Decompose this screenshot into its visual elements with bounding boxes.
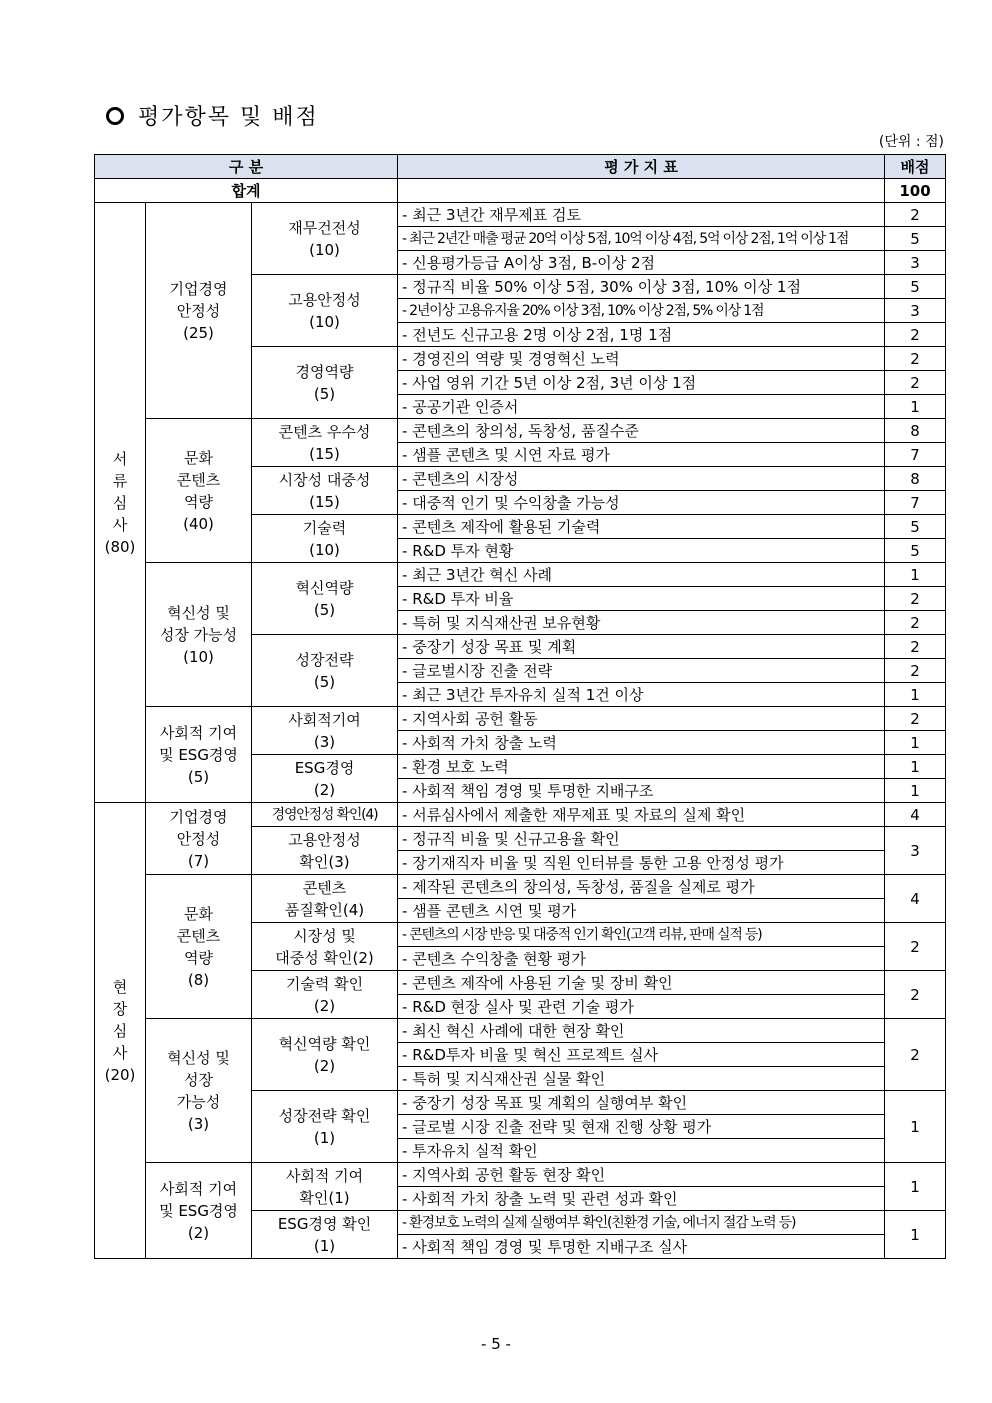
table-row xyxy=(95,803,946,827)
score-cell: 1 xyxy=(885,1211,946,1259)
indicator-cell: - 콘텐츠의 시장성 xyxy=(398,467,885,491)
score-cell: 2 xyxy=(885,587,946,611)
score-cell: 2 xyxy=(885,971,946,1019)
indicator-cell: - 샘플 콘텐츠 및 시연 자료 평가 xyxy=(398,443,885,467)
unit-note: (단위 : 점) xyxy=(878,134,944,150)
indicator-cell: - 콘텐츠 수익창출 현황 평가 xyxy=(398,947,885,971)
score-cell: 8 xyxy=(885,419,946,443)
indicator-cell: - 서류심사에서 제출한 재무제표 및 자료의 실제 확인 xyxy=(398,803,885,827)
score-cell: 1 xyxy=(885,563,946,587)
indicator-cell: - 최근 3년간 혁신 사례 xyxy=(398,563,885,587)
indicator-cell: - 최근 3년간 재무제표 검토 xyxy=(398,203,885,227)
circle-bullet-icon xyxy=(106,107,124,125)
score-cell: 1 xyxy=(885,1091,946,1163)
indicator-cell: - 장기재직자 비율 및 직원 인터뷰를 통한 고용 안정성 평가 xyxy=(398,851,885,875)
site-review-section: 현 장 심 사 (20) xyxy=(95,803,146,1259)
indicator-cell: - 2년이상 고용유지율 20% 이상 3점, 10% 이상 2점, 5% 이상 1점 xyxy=(398,299,885,323)
doc-subgroup-label: 콘텐츠 우수성 (15) xyxy=(252,419,398,467)
indicator-cell: - 환경 보호 노력 xyxy=(398,755,885,779)
doc-subgroup-label: ESG경영 (2) xyxy=(252,755,398,803)
score-cell: 1 xyxy=(885,1163,946,1211)
score-cell: 7 xyxy=(885,443,946,467)
score-cell: 1 xyxy=(885,779,946,803)
score-cell: 7 xyxy=(885,491,946,515)
score-cell: 3 xyxy=(885,827,946,875)
indicator-cell: - 중장기 성장 목표 및 계획의 실행여부 확인 xyxy=(398,1091,885,1115)
site-subgroup-label: 콘텐츠 품질확인(4) xyxy=(252,875,398,923)
site-subgroup-label: 혁신역량 확인 (2) xyxy=(252,1019,398,1091)
heading-text: 평가항목 및 배점 xyxy=(138,105,319,130)
score-cell: 3 xyxy=(885,251,946,275)
indicator-cell: - 특허 및 지식재산권 실물 확인 xyxy=(398,1067,885,1091)
score-cell: 3 xyxy=(885,299,946,323)
table-row xyxy=(95,563,946,587)
site-subgroup-label: 시장성 및 대중성 확인(2) xyxy=(252,923,398,971)
indicator-cell: - 환경보호 노력의 실제 실행여부 확인(친환경 기술, 에너지 절감 노력 등) xyxy=(398,1211,885,1235)
doc-subgroup-label: 혁신역량 (5) xyxy=(252,563,398,635)
site-subgroup-label: 성장전략 확인 (1) xyxy=(252,1091,398,1163)
indicator-cell: - 사업 영위 기간 5년 이상 2점, 3년 이상 1점 xyxy=(398,371,885,395)
table-header xyxy=(95,155,946,179)
total-score: 100 xyxy=(885,179,946,203)
indicator-cell: - 콘텐츠 제작에 사용된 기술 및 장비 확인 xyxy=(398,971,885,995)
table-row xyxy=(95,203,946,227)
score-cell: 2 xyxy=(885,347,946,371)
table-row xyxy=(95,419,946,443)
score-cell: 2 xyxy=(885,1019,946,1091)
indicator-cell: - 경영진의 역량 및 경영혁신 노력 xyxy=(398,347,885,371)
table-row xyxy=(95,1019,946,1043)
indicator-cell: - 특허 및 지식재산권 보유현황 xyxy=(398,611,885,635)
indicator-cell: - 사회적 가치 창출 노력 xyxy=(398,731,885,755)
score-cell: 2 xyxy=(885,611,946,635)
indicator-cell: - 최근 3년간 투자유치 실적 1건 이상 xyxy=(398,683,885,707)
indicator-cell: - 콘텐츠 제작에 활용된 기술력 xyxy=(398,515,885,539)
indicator-cell: - 지역사회 공헌 활동 xyxy=(398,707,885,731)
indicator-cell: - R&D 투자 비율 xyxy=(398,587,885,611)
indicator-cell: - 샘플 콘텐츠 시연 및 평가 xyxy=(398,899,885,923)
score-cell: 2 xyxy=(885,659,946,683)
evaluation-table xyxy=(94,154,946,1259)
indicator-cell: - R&D투자 비율 및 혁신 프로젝트 실사 xyxy=(398,1043,885,1067)
indicator-cell: - 콘텐츠의 창의성, 독창성, 품질수준 xyxy=(398,419,885,443)
indicator-cell: - 글로벌시장 진출 전략 xyxy=(398,659,885,683)
indicator-cell: - 사회적 가치 창출 노력 및 관련 성과 확인 xyxy=(398,1187,885,1211)
total-empty xyxy=(398,179,885,203)
score-cell: 2 xyxy=(885,203,946,227)
score-cell: 5 xyxy=(885,515,946,539)
indicator-cell: - 신용평가등급 A이상 3점, B-이상 2점 xyxy=(398,251,885,275)
header-category: 구 분 xyxy=(95,155,398,179)
page-number: - 5 - xyxy=(481,1335,511,1353)
score-cell: 8 xyxy=(885,467,946,491)
score-cell: 2 xyxy=(885,923,946,971)
table-row xyxy=(95,707,946,731)
doc-group-label: 사회적 기여 및 ESG경영 (5) xyxy=(146,707,252,803)
indicator-cell: - 사회적 책임 경영 및 투명한 지배구조 실사 xyxy=(398,1235,885,1259)
doc-subgroup-label: 시장성 대중성 (15) xyxy=(252,467,398,515)
score-cell: 2 xyxy=(885,707,946,731)
doc-subgroup-label: 기술력 (10) xyxy=(252,515,398,563)
site-subgroup-label: 경영안정성 확인(4) xyxy=(252,803,398,827)
doc-subgroup-label: 경영역량 (5) xyxy=(252,347,398,419)
indicator-cell: - R&D 현장 실사 및 관련 기술 평가 xyxy=(398,995,885,1019)
score-cell: 1 xyxy=(885,395,946,419)
indicator-cell: - 전년도 신규고용 2명 이상 2점, 1명 1점 xyxy=(398,323,885,347)
indicator-cell: - 지역사회 공헌 활동 현장 확인 xyxy=(398,1163,885,1187)
doc-group-label: 기업경영 안정성 (25) xyxy=(146,203,252,419)
doc-subgroup-label: 성장전략 (5) xyxy=(252,635,398,707)
score-cell: 5 xyxy=(885,275,946,299)
score-cell: 2 xyxy=(885,371,946,395)
section-heading xyxy=(106,100,319,131)
header-score: 배점 xyxy=(885,155,946,179)
site-subgroup-label: 사회적 기여 확인(1) xyxy=(252,1163,398,1211)
indicator-cell: - 대중적 인기 및 수익창출 가능성 xyxy=(398,491,885,515)
indicator-cell: - 공공기관 인증서 xyxy=(398,395,885,419)
indicator-cell: - 제작된 콘텐츠의 창의성, 독창성, 품질을 실제로 평가 xyxy=(398,875,885,899)
site-subgroup-label: 고용안정성 확인(3) xyxy=(252,827,398,875)
doc-group-label: 혁신성 및 성장 가능성 (10) xyxy=(146,563,252,707)
doc-subgroup-label: 재무건전성 (10) xyxy=(252,203,398,275)
indicator-cell: - 정규직 비율 및 신규고용율 확인 xyxy=(398,827,885,851)
total-row xyxy=(95,179,946,203)
site-subgroup-label: ESG경영 확인 (1) xyxy=(252,1211,398,1259)
score-cell: 1 xyxy=(885,683,946,707)
doc-review-section: 서 류 심 사 (80) xyxy=(95,203,146,803)
site-group-label: 혁신성 및 성장 가능성 (3) xyxy=(146,1019,252,1163)
site-group-label: 사회적 기여 및 ESG경영 (2) xyxy=(146,1163,252,1259)
indicator-cell: - 콘텐츠의 시장 반응 및 대중적 인기 확인(고객 리뷰, 판매 실적 등) xyxy=(398,923,885,947)
indicator-cell: - 정규직 비율 50% 이상 5점, 30% 이상 3점, 10% 이상 1점 xyxy=(398,275,885,299)
score-cell: 5 xyxy=(885,227,946,251)
site-subgroup-label: 기술력 확인 (2) xyxy=(252,971,398,1019)
indicator-cell: - 사회적 책임 경영 및 투명한 지배구조 xyxy=(398,779,885,803)
table-row xyxy=(95,875,946,899)
score-cell: 2 xyxy=(885,323,946,347)
score-cell: 5 xyxy=(885,539,946,563)
score-cell: 4 xyxy=(885,803,946,827)
table-row xyxy=(95,1163,946,1187)
total-label: 합계 xyxy=(95,179,398,203)
site-group-label: 문화 콘텐츠 역량 (8) xyxy=(146,875,252,1019)
header-indicator: 평 가 지 표 xyxy=(398,155,885,179)
indicator-cell: - 투자유치 실적 확인 xyxy=(398,1139,885,1163)
indicator-cell: - 글로벌 시장 진출 전략 및 현재 진행 상황 평가 xyxy=(398,1115,885,1139)
score-cell: 1 xyxy=(885,731,946,755)
doc-subgroup-label: 고용안정성 (10) xyxy=(252,275,398,347)
score-cell: 4 xyxy=(885,875,946,923)
site-group-label: 기업경영 안정성 (7) xyxy=(146,803,252,875)
doc-subgroup-label: 사회적기여 (3) xyxy=(252,707,398,755)
doc-group-label: 문화 콘텐츠 역량 (40) xyxy=(146,419,252,563)
score-cell: 2 xyxy=(885,635,946,659)
indicator-cell: - 중장기 성장 목표 및 계획 xyxy=(398,635,885,659)
indicator-cell: - 최신 혁신 사례에 대한 현장 확인 xyxy=(398,1019,885,1043)
indicator-cell: - R&D 투자 현황 xyxy=(398,539,885,563)
score-cell: 1 xyxy=(885,755,946,779)
indicator-cell: - 최근 2년간 매출 평균 20억 이상 5점, 10억 이상 4점, 5억 이상 2점, 1억 이상 1점 xyxy=(398,227,885,251)
